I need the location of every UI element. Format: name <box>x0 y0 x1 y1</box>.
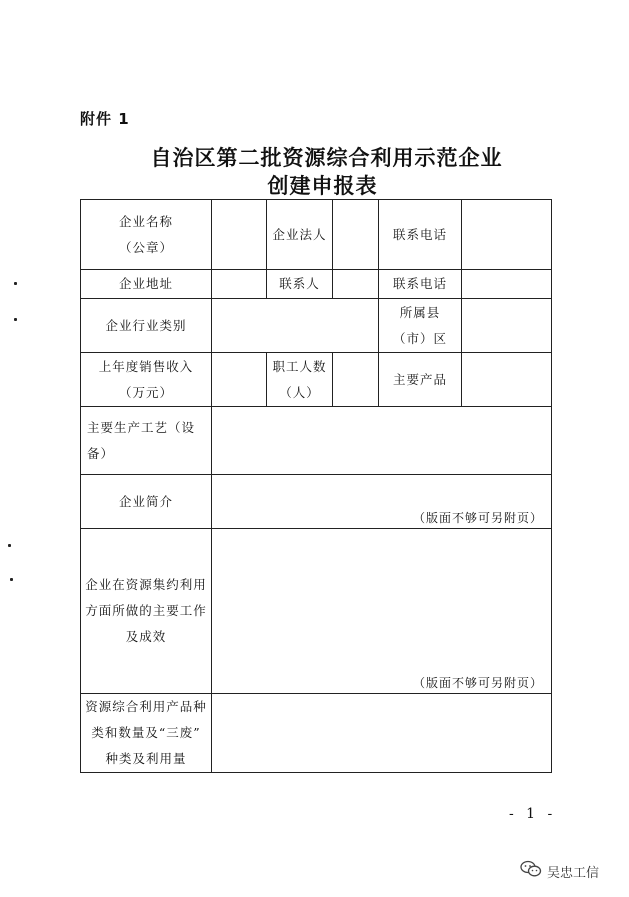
watermark <box>520 860 599 882</box>
document-title-line-2: 创建申报表 <box>267 173 378 198</box>
legal-person-label: 企业法人 <box>267 200 333 270</box>
company-name-field[interactable] <box>212 200 267 270</box>
profile-field[interactable] <box>212 475 552 529</box>
contact-person-label: 联系人 <box>267 270 333 299</box>
table-row <box>81 407 552 475</box>
address-label: 企业地址 <box>81 270 212 299</box>
county-field[interactable] <box>462 299 552 353</box>
revenue-field[interactable] <box>212 353 267 407</box>
table-row <box>81 200 552 270</box>
revenue-label: 上年度销售收入 （万元） <box>81 353 212 407</box>
company-name-label: 企业名称 （公章） <box>81 200 212 270</box>
attachment-label: 附件 1 <box>80 110 130 128</box>
contact-person-field[interactable] <box>333 270 379 299</box>
profile-label: 企业简介 <box>81 475 212 529</box>
legal-person-field[interactable] <box>333 200 379 270</box>
page-number: - 1 - <box>509 806 557 822</box>
industry-field[interactable] <box>212 299 379 353</box>
staff-count-label: 职工人数 （人） <box>267 353 333 407</box>
resource-usage-field[interactable] <box>212 694 552 773</box>
scan-dot <box>8 544 11 547</box>
phone-label: 联系电话 <box>379 200 462 270</box>
industry-label: 企业行业类别 <box>81 299 212 353</box>
address-field[interactable] <box>212 270 267 299</box>
table-row <box>81 299 552 353</box>
table-row <box>81 475 552 529</box>
table-row <box>81 353 552 407</box>
table-row <box>81 270 552 299</box>
table-row <box>81 529 552 694</box>
scan-dot <box>10 578 13 581</box>
staff-count-field[interactable] <box>333 353 379 407</box>
main-products-field[interactable] <box>462 353 552 407</box>
main-products-label: 主要产品 <box>379 353 462 407</box>
contact-phone-label: 联系电话 <box>379 270 462 299</box>
scan-dot <box>14 282 17 285</box>
process-label: 主要生产工艺（设备） <box>81 407 212 475</box>
phone-field[interactable] <box>462 200 552 270</box>
wechat-icon <box>520 860 542 882</box>
watermark-text: 吴忠工信 <box>547 865 600 881</box>
profile-note: （版面不够可另附页） <box>412 511 543 525</box>
work-note: （版面不够可另附页） <box>412 676 543 690</box>
application-form-table <box>80 199 552 773</box>
contact-phone-field[interactable] <box>462 270 552 299</box>
document-title-line-1: 自治区第二批资源综合利用示范企业 <box>150 145 503 170</box>
scan-dot <box>14 318 17 321</box>
work-label: 企业在资源集约利用 方面所做的主要工作 及成效 <box>81 529 212 694</box>
resource-usage-label: 资源综合利用产品种 类和数量及“三废” 种类及利用量 <box>81 694 212 773</box>
process-field[interactable] <box>212 407 552 475</box>
table-row <box>81 694 552 773</box>
work-field[interactable] <box>212 529 552 694</box>
county-label: 所属县 （市）区 <box>379 299 462 353</box>
